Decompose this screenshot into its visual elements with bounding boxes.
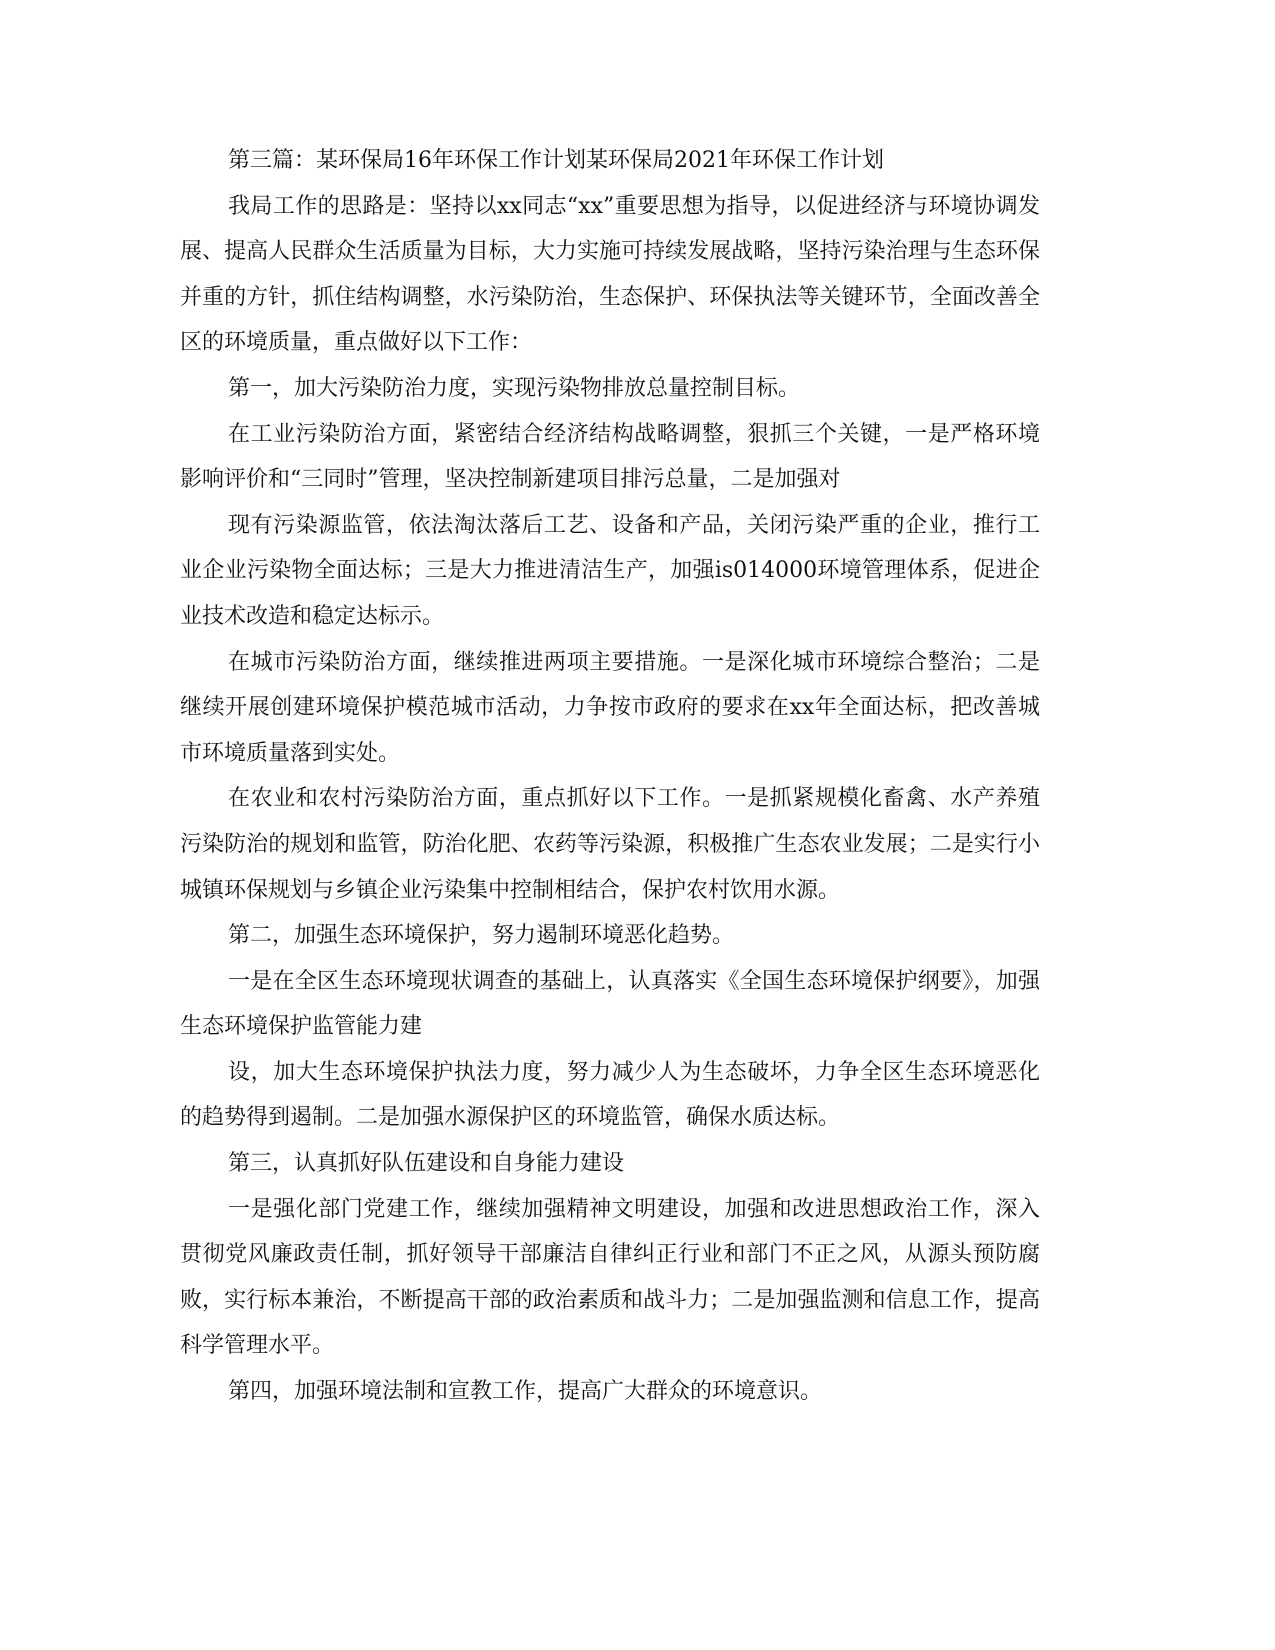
- paragraph-industrial-pollution: 在工业污染防治方面，紧密结合经济结构战略调整，狠抓三个关键，一是严格环境影响评价和“三同时”管理，坚决控制新建项目排污总量，二是加强对: [180, 421, 1040, 493]
- section-heading-2: 第二，加强生态环境保护，努力遏制环境恶化趋势。: [228, 923, 735, 949]
- paragraph-industrial-pollution-cont: 现有污染源监管，依法淘汰落后工艺、设备和产品，关闭污染严重的企业，推行工业企业污染物全面达标；三是大力推进清洁生产，加强is014000环境管理体系，促进企业技术改造和稳定达标示。: [180, 512, 1040, 629]
- section-heading-4: 第四，加强环境法制和宣教工作，提高广大群众的环境意识。: [228, 1379, 823, 1405]
- section-heading-3: 第三，认真抓好队伍建设和自身能力建设: [228, 1151, 625, 1177]
- paragraph-intro: 我局工作的思路是：坚持以xx同志“xx”重要思想为指导，以促进经济与环境协调发展、提高人民群众生活质量为目标，大力实施可持续发展战略，坚持污染治理与生态环保并重的方针，抓住结构调整，水污染防治，生态保护、环保执法等关键环节，全面改善全区的环境质量，重点做好以下工作：: [180, 193, 1040, 356]
- paragraph-urban-pollution: 在城市污染防治方面，继续推进两项主要措施。一是深化城市环境综合整治；二是继续开展创建环境保护模范城市活动，力争按市政府的要求在xx年全面达标，把改善城市环境质量落到实处。: [180, 649, 1040, 766]
- paragraph-ecology: 一是在全区生态环境现状调查的基础上，认真落实《全国生态环境保护纲要》，加强生态环境保护监管能力建: [180, 968, 1040, 1040]
- paragraph-rural-pollution: 在农业和农村污染防治方面，重点抓好以下工作。一是抓紧规模化畜禽、水产养殖污染防治的规划和监管，防治化肥、农药等污染源，积极推广生态农业发展；二是实行小城镇环保规划与乡镇企业污染集中控制相结合，保护农村饮用水源。: [180, 786, 1040, 903]
- document-title: 第三篇：某环保局16年环保工作计划某环保局2021年环保工作计划: [228, 148, 884, 173]
- paragraph-team-building: 一是强化部门党建工作，继续加强精神文明建设，加强和改进思想政治工作，深入贯彻党风廉政责任制，抓好领导干部廉洁自律纠正行业和部门不正之风，从源头预防腐败，实行标本兼治，不断提高干部的政治素质和战斗力；二是加强监测和信息工作，提高科学管理水平。: [180, 1196, 1040, 1359]
- document-body: [180, 138, 1040, 1415]
- paragraph-ecology-cont: 设，加大生态环境保护执法力度，努力减少人为生态破坏，力争全区生态环境恶化的趋势得到遏制。二是加强水源保护区的环境监管，确保水质达标。: [180, 1059, 1040, 1131]
- section-heading-1: 第一，加大污染防治力度，实现污染物排放总量控制目标。: [228, 375, 801, 401]
